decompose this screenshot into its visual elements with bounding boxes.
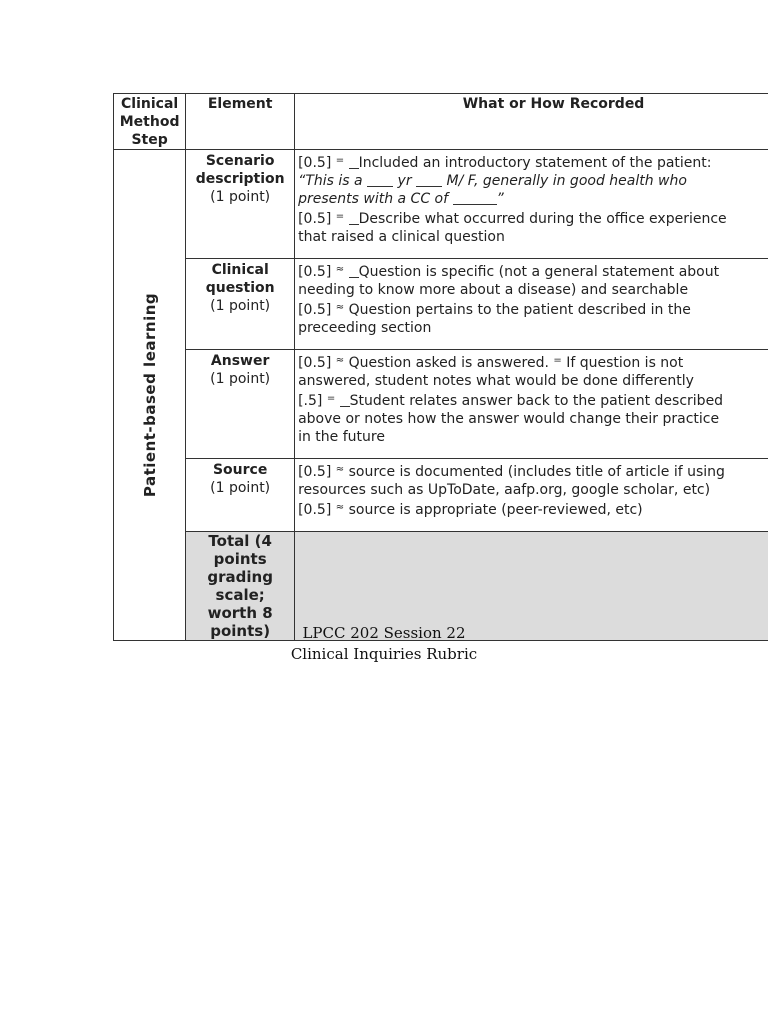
criteria-line: presents with a CC of ” <box>298 191 504 207</box>
table-row <box>114 459 768 532</box>
caption-course: LPCC 202 Session 22 <box>302 624 466 642</box>
element-name: Clinical question <box>205 262 275 296</box>
element-points: (1 point) <box>210 480 271 496</box>
criteria-line: [0.5] ≈ Question asked is answered. = If question is not <box>298 355 684 371</box>
caption-title: Clinical Inquiries Rubric <box>290 645 478 663</box>
criteria-cell <box>295 350 768 459</box>
element-name: Answer <box>210 353 270 369</box>
criteria-line: resources such as UpToDate, aafp.org, google scholar, etc) <box>298 482 711 498</box>
total-cell: Total (4 points grading scale; worth 8 points) <box>186 532 295 641</box>
criteria-line: in the future <box>298 429 385 445</box>
criteria-line: needing to know more about a disease) and searchable <box>298 282 689 298</box>
element-name: Scenario description <box>195 153 285 187</box>
element-points: (1 point) <box>210 298 271 314</box>
criteria-line: [0.5] ≈ source is appropriate (peer-reviewed, etc) <box>298 502 643 518</box>
element-points: (1 point) <box>210 371 271 387</box>
element-points: (1 point) <box>210 189 271 205</box>
header-what: What or How Recorded <box>295 94 768 150</box>
criteria-line: answered, student notes what would be done differently <box>298 373 694 389</box>
header-row <box>114 94 768 150</box>
table-row <box>114 150 768 259</box>
criteria-line: [0.5] ≈ Question pertains to the patient described in the <box>298 302 691 318</box>
criteria-line: [0.5] ≈ Question is specific (not a general statement about <box>298 264 720 280</box>
element-cell <box>186 459 295 532</box>
criteria-line: “This is a yr M/ F, generally in good health who <box>298 173 687 189</box>
criteria-cell <box>295 459 768 532</box>
criteria-line: that raised a clinical question <box>298 229 505 245</box>
table-row <box>114 259 768 350</box>
table-row <box>114 350 768 459</box>
element-cell <box>186 259 295 350</box>
rubric-table <box>113 93 768 641</box>
criteria-line: [.5] = Student relates answer back to the patient described <box>298 393 724 409</box>
side-label-cell <box>114 150 186 641</box>
criteria-line: preceeding section <box>298 320 432 336</box>
element-cell <box>186 350 295 459</box>
criteria-line: above or notes how the answer would change their practice <box>298 411 720 427</box>
criteria-line: [0.5] = Describe what occurred during the office experience <box>298 211 727 227</box>
element-name: Source <box>212 462 268 478</box>
criteria-line: [0.5] ≈ source is documented (includes title of article if using <box>298 464 725 480</box>
element-cell <box>186 150 295 259</box>
header-element: Element <box>186 94 295 150</box>
side-label: Patient-based learning <box>140 292 159 498</box>
criteria-cell <box>295 259 768 350</box>
criteria-line: [0.5] = Included an introductory statement of the patient: <box>298 155 712 171</box>
header-step: Clinical Method Step <box>114 94 186 150</box>
criteria-cell <box>295 150 768 259</box>
